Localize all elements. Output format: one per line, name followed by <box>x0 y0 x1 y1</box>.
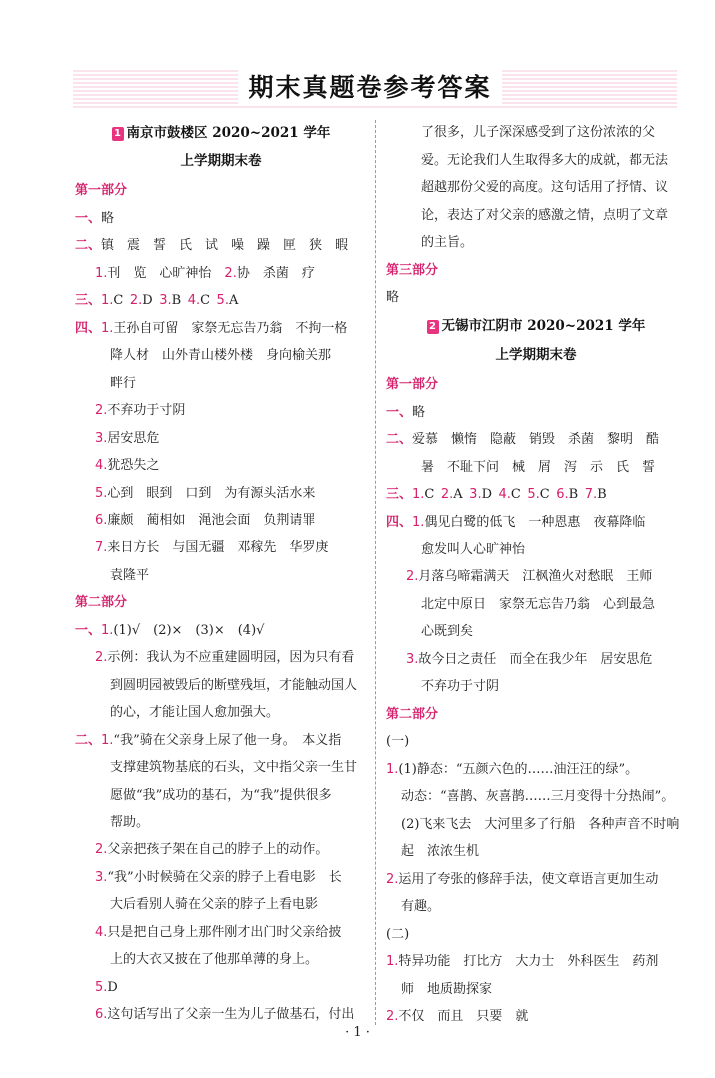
question-group-marker: 二、 <box>386 432 413 447</box>
answer-line <box>386 404 425 422</box>
answer-text: 师 地质勘探家 <box>401 982 493 997</box>
question-number: 2. <box>129 293 143 308</box>
answer-text: D <box>107 980 118 995</box>
answer-line <box>75 210 114 228</box>
exam-heading <box>427 317 646 335</box>
question-number: 1. <box>101 321 114 336</box>
answer-text: 的主旨。 <box>421 235 474 250</box>
answer-line <box>95 1006 354 1024</box>
answer-text: B <box>171 293 188 308</box>
question-number: 1. <box>386 954 399 969</box>
answer-line <box>95 265 315 283</box>
section-heading-text: 第三部分 <box>386 263 439 278</box>
answer-text: (一) <box>386 734 410 749</box>
answer-line <box>386 733 409 751</box>
answer-text: D <box>481 487 499 502</box>
exam-heading <box>181 152 262 170</box>
question-group-marker: 三、 <box>75 293 102 308</box>
section-heading <box>386 376 438 394</box>
question-number: 7. <box>584 487 598 502</box>
answer-line <box>110 787 332 805</box>
answer-line <box>95 539 328 557</box>
answer-line <box>75 732 341 750</box>
answer-line <box>421 596 655 614</box>
question-number: 1. <box>412 487 425 502</box>
answer-text: C <box>113 293 130 308</box>
answer-text: 运用了夸张的修辞手法，使文章语言更加生动 <box>398 872 659 887</box>
answer-text: D <box>142 293 160 308</box>
answer-line <box>386 514 645 532</box>
answer-text: A <box>453 487 470 502</box>
answer-text: 上的大衣又披在了他那单薄的身上。 <box>110 952 319 967</box>
answer-line <box>386 871 658 889</box>
question-number: 5. <box>95 486 108 501</box>
answer-text: 爱慕 懒惰 隐蔽 销毁 杀菌 黎明 酷 <box>412 432 660 447</box>
question-group-marker: 一、 <box>75 623 102 638</box>
section-heading <box>386 706 438 724</box>
exam-heading <box>496 346 577 364</box>
answer-line <box>75 292 238 310</box>
answer-text: 帮助。 <box>110 815 150 830</box>
answer-text: 心既到矣 <box>421 624 474 639</box>
answer-line <box>421 678 499 696</box>
answer-text: 的心，才能让国人愈加强大。 <box>110 705 280 720</box>
answer-line <box>386 431 659 449</box>
answer-line <box>95 457 159 475</box>
answer-text: 有趣。 <box>401 899 441 914</box>
exam-heading-text: 南京市鼓楼区 2020~2021 学年 <box>126 125 331 141</box>
question-number: 1. <box>95 266 108 281</box>
answer-text: 这句话写出了父亲一生为儿子做基石，付出 <box>107 1007 355 1022</box>
answer-line <box>110 951 318 969</box>
answer-text: 不弃功于寸阴 <box>421 679 500 694</box>
answer-line <box>401 981 492 999</box>
answer-text: “我”小时候骑在父亲的脖子上看电影 长 <box>107 870 342 885</box>
answer-line <box>95 924 341 942</box>
section-heading-text: 第一部分 <box>75 183 128 198</box>
question-group-marker: 二、 <box>75 733 102 748</box>
section-heading-text: 第一部分 <box>386 377 439 392</box>
question-number: 1. <box>101 733 114 748</box>
answer-text: 北定中原日 家祭无忘告乃翁 心到最急 <box>421 597 656 612</box>
answer-line <box>75 320 347 338</box>
question-number: 1. <box>101 623 114 638</box>
answer-line <box>386 926 409 944</box>
question-number: 3. <box>406 652 419 667</box>
section-heading-text: 第二部分 <box>386 707 439 722</box>
question-group-marker: 三、 <box>386 487 413 502</box>
question-number: 3. <box>95 431 108 446</box>
answer-line <box>401 788 674 806</box>
question-number: 6. <box>95 513 108 528</box>
answer-text: 王孙自可留 家祭无忘告乃翁 不拘一格 <box>113 321 348 336</box>
answer-text: 协 杀菌 疗 <box>236 266 315 281</box>
exam-heading-text: 无锡市江阴市 2020~2021 学年 <box>441 318 646 334</box>
question-number: 5. <box>527 487 540 502</box>
question-number: 5. <box>216 293 229 308</box>
question-number: 1. <box>386 762 399 777</box>
answer-text: 犹恐失之 <box>107 458 160 473</box>
answer-line <box>421 459 655 477</box>
answer-line <box>75 622 264 640</box>
exam-heading <box>112 124 331 142</box>
question-number: 3. <box>95 870 108 885</box>
answer-line <box>386 761 638 779</box>
answer-text: 不弃功于寸阴 <box>107 403 186 418</box>
question-group-marker: 二、 <box>75 238 102 253</box>
answer-line <box>110 677 357 695</box>
answer-line <box>95 979 118 997</box>
answer-line <box>95 430 159 448</box>
answer-text: 略 <box>412 405 426 420</box>
answer-line <box>95 869 342 887</box>
page-number: · 1 · <box>345 1025 370 1040</box>
answer-text: 袁隆平 <box>110 568 150 583</box>
question-group-marker: 四、 <box>75 321 102 336</box>
answer-line <box>421 179 668 197</box>
answer-text: 故今日之责任 而全在我少年 居安思危 <box>418 652 653 667</box>
question-number: 5. <box>95 980 108 995</box>
question-group-marker: 四、 <box>386 515 413 530</box>
question-number: 2. <box>95 403 108 418</box>
answer-text: 爱。无论我们人生取得多大的成就，都无法 <box>421 153 669 168</box>
answer-text: 偶见白鹭的低飞 一种恩惠 夜幕降临 <box>424 515 646 530</box>
answer-line <box>421 541 525 559</box>
answer-line <box>386 486 607 504</box>
answer-line <box>421 152 668 170</box>
question-number: 2. <box>95 650 108 665</box>
exam-number-badge: 1 <box>112 127 124 141</box>
answer-text: 居安思危 <box>107 431 160 446</box>
answer-line <box>401 898 440 916</box>
column-divider <box>375 120 376 1025</box>
answer-line <box>386 289 399 307</box>
answer-text: 暑 不耻下问 械 屑 泻 示 氏 誓 <box>421 460 656 475</box>
answer-line <box>95 512 315 530</box>
answer-text: 父亲把孩子架在自己的脖子上的动作。 <box>107 842 329 857</box>
question-number: 4. <box>187 293 201 308</box>
answer-text: 心到 眼到 口到 为有源头活水来 <box>107 486 316 501</box>
answer-line <box>110 814 149 832</box>
answer-line <box>386 1008 528 1026</box>
answer-text: 镇 震 誓 氏 试 噪 躁 匣 狭 暇 <box>101 238 349 253</box>
question-number: 6. <box>95 1007 108 1022</box>
question-number: 2. <box>440 487 454 502</box>
answer-text: 月落乌啼霜满天 江枫渔火对愁眠 王师 <box>418 569 653 584</box>
answer-line <box>401 843 479 861</box>
answer-text: 支撑建筑物基底的石头，文中指父亲一生甘 <box>110 760 358 775</box>
section-heading <box>75 594 127 612</box>
section-heading <box>386 262 438 280</box>
answer-text: 愿做“我”成功的基石，为“我”提供很多 <box>110 788 332 803</box>
answer-line <box>110 896 318 914</box>
answer-text: 来日方长 与国无疆 邓稼先 华罗庚 <box>107 540 329 555</box>
answer-text: 动态：“喜鹊、灰喜鹊……三月变得十分热闹”。 <box>401 789 675 804</box>
answer-line <box>406 568 652 586</box>
answer-text: 大后看别人骑在父亲的脖子上看电影 <box>110 897 319 912</box>
question-number: 4. <box>95 458 108 473</box>
answer-line <box>110 759 357 777</box>
answer-text: 降人材 山外青山楼外楼 身向榆关那 <box>110 348 332 363</box>
answer-text: (1)√ (2)× (3)× (4)√ <box>113 623 265 638</box>
question-number: 3. <box>159 293 172 308</box>
answer-text: B <box>568 487 585 502</box>
answer-text: 愈发叫人心旷神怡 <box>421 542 526 557</box>
question-number: 2. <box>95 842 108 857</box>
question-number: 1. <box>412 515 425 530</box>
question-number: 4. <box>498 487 511 502</box>
answer-text: 略 <box>386 290 400 305</box>
answer-line <box>95 485 315 503</box>
answer-text: C <box>424 487 441 502</box>
answer-line <box>401 816 679 834</box>
question-number: 2. <box>224 266 237 281</box>
question-number: 2. <box>406 569 419 584</box>
answer-line <box>95 841 328 859</box>
question-number: 2. <box>386 1009 399 1024</box>
answer-text: 刊 览 心旷神怡 <box>107 266 225 281</box>
question-number: 2. <box>386 872 399 887</box>
answer-line <box>421 124 655 142</box>
answer-text: B <box>597 487 607 502</box>
question-group-marker: 一、 <box>386 405 413 420</box>
answer-line <box>386 953 658 971</box>
answer-text: 示例：我认为不应重建圆明园，因为只有看 <box>107 650 355 665</box>
exam-number-badge: 2 <box>427 320 439 334</box>
section-heading-text: 第二部分 <box>75 595 128 610</box>
answer-text: 畔行 <box>110 376 137 391</box>
answer-text: 廉颇 蔺相如 渑池会面 负荆请罪 <box>107 513 316 528</box>
answer-text: 到圆明园被毁后的断壁残垣，才能触动国人 <box>110 678 358 693</box>
question-number: 7. <box>95 540 108 555</box>
answer-line <box>421 234 473 252</box>
answer-text: (2)飞来飞去 大河里多了行船 各种声音不时响 <box>401 817 680 832</box>
answer-line <box>95 402 185 420</box>
answer-text: “我”骑在父亲身上尿了他一身。 本义指 <box>113 733 342 748</box>
exam-heading-text: 上学期期末卷 <box>495 347 577 363</box>
answer-text: (1)静态：“五颜六色的……油汪汪的绿”。 <box>398 762 639 777</box>
answer-line <box>95 649 354 667</box>
question-number: 6. <box>556 487 569 502</box>
answer-text: 略 <box>101 211 115 226</box>
answer-text: 只是把自己身上那件刚才出门时父亲给披 <box>107 925 342 940</box>
answer-line <box>75 237 348 255</box>
answer-line <box>421 207 668 225</box>
question-number: 4. <box>95 925 108 940</box>
answer-text: 特异功能 打比方 大力士 外科医生 药剂 <box>398 954 659 969</box>
answer-text: 论，表达了对父亲的感激之情，点明了文章 <box>421 208 669 223</box>
section-heading <box>75 182 127 200</box>
answer-text: 了很多，儿子深深感受到了这份浓浓的父 <box>421 125 656 140</box>
answer-text: (二) <box>386 927 410 942</box>
question-number: 3. <box>469 487 482 502</box>
answer-text: 超越那份父爱的高度。这句话用了抒情、议 <box>421 180 669 195</box>
answer-line <box>110 704 279 722</box>
question-group-marker: 一、 <box>75 211 102 226</box>
exam-heading-text: 上学期期末卷 <box>180 153 262 169</box>
question-number: 1. <box>101 293 114 308</box>
answer-line <box>421 623 473 641</box>
answer-line <box>110 567 149 585</box>
answer-text: 起 浓浓生机 <box>401 844 480 859</box>
answer-text: C <box>200 293 217 308</box>
answer-text: C <box>539 487 557 502</box>
answer-text: A <box>228 293 239 308</box>
answer-text: 不仅 而且 只要 就 <box>398 1009 529 1024</box>
answer-line <box>110 375 136 393</box>
answer-text: C <box>510 487 528 502</box>
answer-line <box>110 347 331 365</box>
answer-line <box>406 651 652 669</box>
page-title: 期末真题卷参考答案 <box>238 70 502 106</box>
